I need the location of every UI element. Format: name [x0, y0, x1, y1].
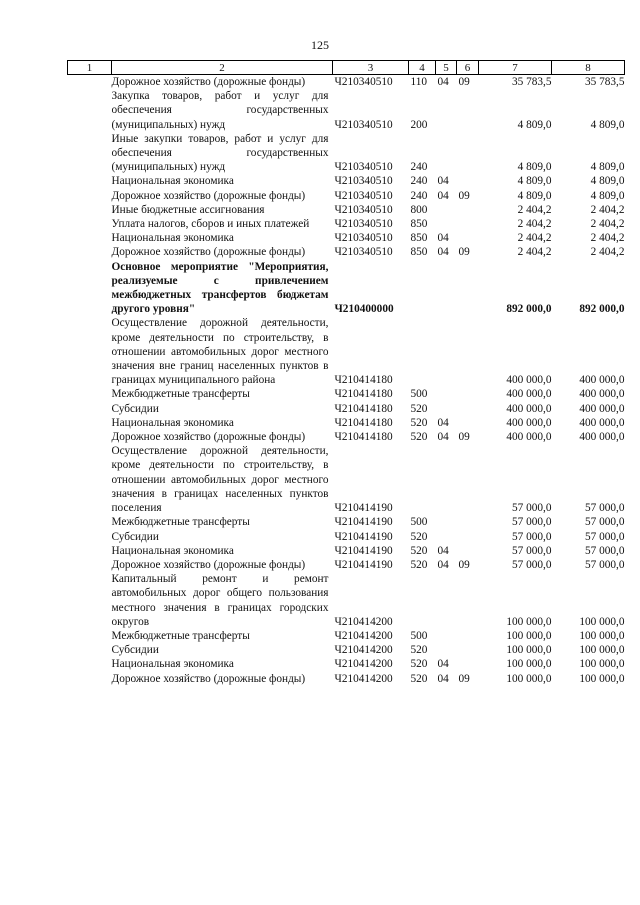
row-c6-cell	[457, 643, 479, 657]
table-row	[68, 558, 625, 572]
row-code-cell: Ч210414190	[334, 530, 393, 543]
row-name-cell: Дорожное хозяйство (дорожные фонды)	[111, 431, 306, 444]
row-value-7-cell: 400 000,0	[506, 388, 552, 401]
table-row	[68, 75, 625, 90]
row-c4-cell	[409, 316, 436, 387]
row-name-cell: Дорожное хозяйство (дорожные фонды)	[111, 246, 306, 259]
row-c6-cell: 09	[458, 558, 470, 571]
row-c6-cell	[457, 544, 479, 558]
row-number-cell	[68, 189, 112, 203]
row-c6-cell	[457, 231, 479, 245]
row-value-7-cell: 100 000,0	[506, 629, 552, 642]
row-value-7-cell: 892 000,0	[506, 303, 552, 316]
row-c6-cell: 09	[458, 672, 470, 685]
row-value-8-cell: 2 404,2	[590, 232, 625, 245]
row-c4-cell: 850	[410, 218, 428, 231]
row-c6-cell: 09	[458, 189, 470, 202]
row-value-7-cell: 100 000,0	[506, 672, 552, 685]
row-c4-cell: 500	[410, 516, 428, 529]
row-code-cell: Ч210340510	[334, 246, 393, 259]
row-c5-cell	[436, 89, 457, 132]
row-code-cell: Ч210340510	[334, 203, 393, 216]
row-code-cell: Ч210414190	[334, 502, 393, 515]
row-name-cell: Уплата налогов, сборов и иных платежей	[111, 218, 310, 231]
row-value-8-cell: 400 000,0	[579, 402, 625, 415]
row-c5-cell: 04	[437, 232, 449, 245]
table-body	[68, 75, 625, 686]
row-c5-cell: 04	[437, 558, 449, 571]
row-c6-cell	[457, 387, 479, 401]
col-header-4: 4	[409, 61, 436, 75]
row-value-7-cell: 100 000,0	[506, 658, 552, 671]
row-c6-cell: 09	[458, 431, 470, 444]
row-number-cell	[68, 515, 112, 529]
row-c5-cell	[436, 260, 457, 317]
row-value-8-cell: 100 000,0	[579, 672, 625, 685]
row-c4-cell: 850	[410, 246, 428, 259]
row-number-cell	[68, 132, 112, 175]
table-row	[68, 430, 625, 444]
row-name-cell: Дорожное хозяйство (дорожные фонды)	[111, 558, 306, 571]
row-number-cell	[68, 402, 112, 416]
row-c4-cell: 500	[410, 388, 428, 401]
header-row	[68, 61, 625, 75]
row-value-8-cell: 100 000,0	[579, 658, 625, 671]
row-name-cell: Субсидии	[111, 644, 159, 657]
row-name-cell: Осуществление дорожной деятельности, кроме деятельности по строительству, в отношении автомобильных дорог местного значения в границах населенных пунктов поселения	[111, 445, 329, 515]
row-c4-cell: 240	[410, 175, 428, 188]
row-value-7-cell: 400 000,0	[506, 402, 552, 415]
row-c5-cell	[436, 217, 457, 231]
row-code-cell: Ч210340510	[334, 118, 393, 131]
row-c5-cell: 04	[437, 76, 449, 88]
row-c5-cell	[436, 572, 457, 629]
col-header-5: 5	[436, 61, 457, 75]
row-number-cell	[68, 643, 112, 657]
row-value-8-cell: 35 783,5	[584, 76, 625, 88]
row-c4-cell: 520	[410, 658, 428, 671]
row-value-8-cell: 57 000,0	[584, 544, 625, 557]
table-row	[68, 189, 625, 203]
row-name-cell: Дорожное хозяйство (дорожные фонды)	[111, 189, 306, 202]
table-row	[68, 203, 625, 217]
row-name-cell: Дорожное хозяйство (дорожные фонды)	[111, 672, 306, 685]
row-code-cell: Ч210340510	[334, 189, 393, 202]
row-value-7-cell: 57 000,0	[511, 502, 552, 515]
table-row	[68, 444, 625, 515]
row-c6-cell	[457, 89, 479, 132]
row-code-cell: Ч210414200	[334, 629, 393, 642]
row-value-7-cell: 100 000,0	[506, 615, 552, 628]
table-row	[68, 89, 625, 132]
row-number-cell	[68, 444, 112, 515]
table-row	[68, 572, 625, 629]
row-value-8-cell: 400 000,0	[579, 431, 625, 444]
row-c6-cell	[457, 629, 479, 643]
row-code-cell: Ч210414200	[334, 672, 393, 685]
row-number-cell	[68, 629, 112, 643]
row-c4-cell	[409, 444, 436, 515]
row-value-7-cell: 2 404,2	[517, 246, 552, 259]
row-c5-cell	[436, 316, 457, 387]
row-c5-cell	[436, 643, 457, 657]
table-row	[68, 643, 625, 657]
row-c4-cell: 520	[410, 431, 428, 444]
row-c5-cell	[436, 515, 457, 529]
row-number-cell	[68, 174, 112, 188]
row-value-8-cell: 400 000,0	[579, 374, 625, 387]
row-value-8-cell: 4 809,0	[590, 175, 625, 188]
row-number-cell	[68, 572, 112, 629]
row-code-cell: Ч210414190	[334, 516, 393, 529]
row-name-cell: Осуществление дорожной деятельности, кроме деятельности по строительству, в отношении автомобильных дорог местного значения вне границ населенных пунктов в границах муниципального района	[111, 317, 329, 387]
row-number-cell	[68, 89, 112, 132]
row-c5-cell	[436, 132, 457, 175]
row-c4-cell: 520	[410, 644, 428, 657]
row-value-7-cell: 57 000,0	[511, 544, 552, 557]
row-c4-cell: 520	[410, 672, 428, 685]
row-number-cell	[68, 245, 112, 259]
row-c6-cell	[457, 657, 479, 671]
row-c6-cell: 09	[458, 76, 470, 88]
table-row	[68, 544, 625, 558]
row-c6-cell	[457, 316, 479, 387]
row-c5-cell	[436, 203, 457, 217]
row-name-cell: Закупка товаров, работ и услуг для обеспечения государственных (муниципальных) нужд	[111, 90, 329, 131]
row-c6-cell	[457, 416, 479, 430]
col-header-2: 2	[112, 61, 333, 75]
table-row	[68, 629, 625, 643]
row-c6-cell	[457, 217, 479, 231]
row-c5-cell: 04	[437, 672, 449, 685]
row-number-cell	[68, 203, 112, 217]
row-code-cell: Ч210340510	[334, 232, 393, 245]
row-name-cell: Национальная экономика	[111, 416, 234, 429]
row-c5-cell: 04	[437, 416, 449, 429]
row-number-cell	[68, 217, 112, 231]
row-code-cell: Ч210340510	[334, 175, 393, 188]
row-name-cell: Основное мероприятие "Мероприятия, реализуемые с привлечением межбюджетных трансфертов бюджетам другого уровня"	[111, 260, 329, 316]
table-row	[68, 657, 625, 671]
row-number-cell	[68, 260, 112, 317]
row-number-cell	[68, 316, 112, 387]
row-number-cell	[68, 544, 112, 558]
row-c4-cell	[409, 260, 436, 317]
table-row	[68, 515, 625, 529]
row-value-7-cell: 4 809,0	[517, 175, 552, 188]
row-number-cell	[68, 231, 112, 245]
table-row	[68, 387, 625, 401]
col-header-6: 6	[457, 61, 479, 75]
row-value-7-cell: 4 809,0	[517, 189, 552, 202]
row-c6-cell	[457, 203, 479, 217]
table-row	[68, 174, 625, 188]
row-value-7-cell: 2 404,2	[517, 232, 552, 245]
row-c5-cell: 04	[437, 246, 449, 259]
row-name-cell: Иные закупки товаров, работ и услуг для обеспечения государственных (муниципальных) нужд	[111, 132, 329, 174]
row-c6-cell	[457, 572, 479, 629]
row-c5-cell	[436, 629, 457, 643]
row-name-cell: Национальная экономика	[111, 658, 234, 671]
row-number-cell	[68, 416, 112, 430]
row-value-8-cell: 892 000,0	[579, 303, 625, 316]
row-value-7-cell: 2 404,2	[517, 203, 552, 216]
row-name-cell: Национальная экономика	[111, 544, 234, 557]
row-c6-cell	[457, 444, 479, 515]
row-c4-cell: 520	[410, 558, 428, 571]
row-number-cell	[68, 657, 112, 671]
row-value-8-cell: 400 000,0	[579, 416, 625, 429]
col-header-8: 8	[552, 61, 625, 75]
table-row	[68, 402, 625, 416]
table-row	[68, 672, 625, 686]
row-c6-cell: 09	[458, 246, 470, 259]
row-value-7-cell: 35 783,5	[511, 76, 552, 88]
col-header-1: 1	[68, 61, 112, 75]
row-c4-cell: 800	[410, 203, 428, 216]
row-code-cell: Ч210414180	[334, 416, 393, 429]
row-name-cell: Межбюджетные трансферты	[111, 516, 250, 529]
row-value-7-cell: 400 000,0	[506, 374, 552, 387]
row-code-cell: Ч210340510	[334, 161, 393, 174]
row-name-cell: Национальная экономика	[111, 175, 234, 188]
row-value-7-cell: 2 404,2	[517, 218, 552, 231]
table-row	[68, 416, 625, 430]
row-name-cell: Дорожное хозяйство (дорожные фонды)	[111, 76, 306, 88]
row-c5-cell: 04	[437, 544, 449, 557]
row-c4-cell: 110	[410, 76, 428, 88]
row-code-cell: Ч210414190	[334, 544, 393, 557]
row-value-8-cell: 100 000,0	[579, 615, 625, 628]
row-c5-cell	[436, 444, 457, 515]
row-name-cell: Межбюджетные трансферты	[111, 388, 250, 401]
row-value-7-cell: 400 000,0	[506, 416, 552, 429]
row-code-cell: Ч210400000	[334, 303, 394, 316]
row-code-cell: Ч210414200	[334, 615, 393, 628]
row-c5-cell: 04	[437, 658, 449, 671]
table-row	[68, 231, 625, 245]
row-number-cell	[68, 672, 112, 686]
table-row	[68, 316, 625, 387]
row-c6-cell	[457, 530, 479, 544]
budget-table	[67, 60, 625, 686]
row-c5-cell	[436, 530, 457, 544]
row-value-8-cell: 100 000,0	[579, 644, 625, 657]
row-value-8-cell: 57 000,0	[584, 502, 625, 515]
row-c4-cell: 520	[410, 530, 428, 543]
row-number-cell	[68, 430, 112, 444]
row-c4-cell: 500	[410, 629, 428, 642]
row-code-cell: Ч210414180	[334, 374, 393, 387]
row-c4-cell: 520	[410, 544, 428, 557]
row-name-cell: Национальная экономика	[111, 232, 234, 245]
row-c6-cell	[457, 132, 479, 175]
row-c5-cell: 04	[437, 175, 449, 188]
row-code-cell: Ч210340510	[334, 76, 393, 88]
row-c5-cell: 04	[437, 189, 449, 202]
row-c6-cell	[457, 260, 479, 317]
row-c4-cell: 850	[410, 232, 428, 245]
row-name-cell: Субсидии	[111, 402, 159, 415]
row-value-7-cell: 400 000,0	[506, 431, 552, 444]
row-value-7-cell: 100 000,0	[506, 644, 552, 657]
row-value-7-cell: 57 000,0	[511, 530, 552, 543]
row-value-7-cell: 57 000,0	[511, 516, 552, 529]
page-number: 125	[311, 38, 329, 52]
col-header-7: 7	[479, 61, 552, 75]
row-value-7-cell: 57 000,0	[511, 558, 552, 571]
row-value-8-cell: 2 404,2	[590, 246, 625, 259]
row-code-cell: Ч210414200	[334, 658, 393, 671]
row-c4-cell: 520	[410, 416, 428, 429]
row-name-cell: Иные бюджетные ассигнования	[111, 203, 265, 216]
row-number-cell	[68, 387, 112, 401]
row-c5-cell	[436, 387, 457, 401]
row-c4-cell	[409, 572, 436, 629]
row-value-8-cell: 4 809,0	[590, 118, 625, 131]
table-row	[68, 530, 625, 544]
row-value-7-cell: 4 809,0	[517, 161, 552, 174]
row-code-cell: Ч210414200	[334, 644, 393, 657]
row-code-cell: Ч210414180	[334, 431, 393, 444]
row-c5-cell: 04	[437, 431, 449, 444]
row-name-cell: Субсидии	[111, 530, 159, 543]
row-name-cell: Межбюджетные трансферты	[111, 629, 250, 642]
row-name-cell: Капитальный ремонт и ремонт автомобильных дорог общего пользования местного значения в границах городских округов	[111, 573, 329, 628]
row-code-cell: Ч210414180	[334, 388, 393, 401]
row-value-8-cell: 57 000,0	[584, 516, 625, 529]
table-row	[68, 132, 625, 175]
row-value-8-cell: 2 404,2	[590, 203, 625, 216]
row-value-8-cell: 4 809,0	[590, 189, 625, 202]
row-c4-cell: 240	[410, 161, 428, 174]
row-value-8-cell: 57 000,0	[584, 558, 625, 571]
table-row	[68, 260, 625, 317]
table-row	[68, 217, 625, 231]
row-number-cell	[68, 558, 112, 572]
row-value-8-cell: 100 000,0	[579, 629, 625, 642]
row-code-cell: Ч210414190	[334, 558, 393, 571]
row-value-7-cell: 4 809,0	[517, 118, 552, 131]
row-number-cell	[68, 75, 112, 90]
row-value-8-cell: 400 000,0	[579, 388, 625, 401]
row-c4-cell: 520	[410, 402, 428, 415]
table-row	[68, 245, 625, 259]
row-c4-cell: 240	[410, 189, 428, 202]
row-value-8-cell: 4 809,0	[590, 161, 625, 174]
row-value-8-cell: 57 000,0	[584, 530, 625, 543]
row-c6-cell	[457, 174, 479, 188]
row-number-cell	[68, 530, 112, 544]
row-code-cell: Ч210414180	[334, 402, 393, 415]
row-c6-cell	[457, 402, 479, 416]
row-c4-cell: 200	[410, 118, 428, 131]
row-value-8-cell: 2 404,2	[590, 218, 625, 231]
row-c5-cell	[436, 402, 457, 416]
row-code-cell: Ч210340510	[334, 218, 393, 231]
col-header-3: 3	[333, 61, 409, 75]
row-c6-cell	[457, 515, 479, 529]
